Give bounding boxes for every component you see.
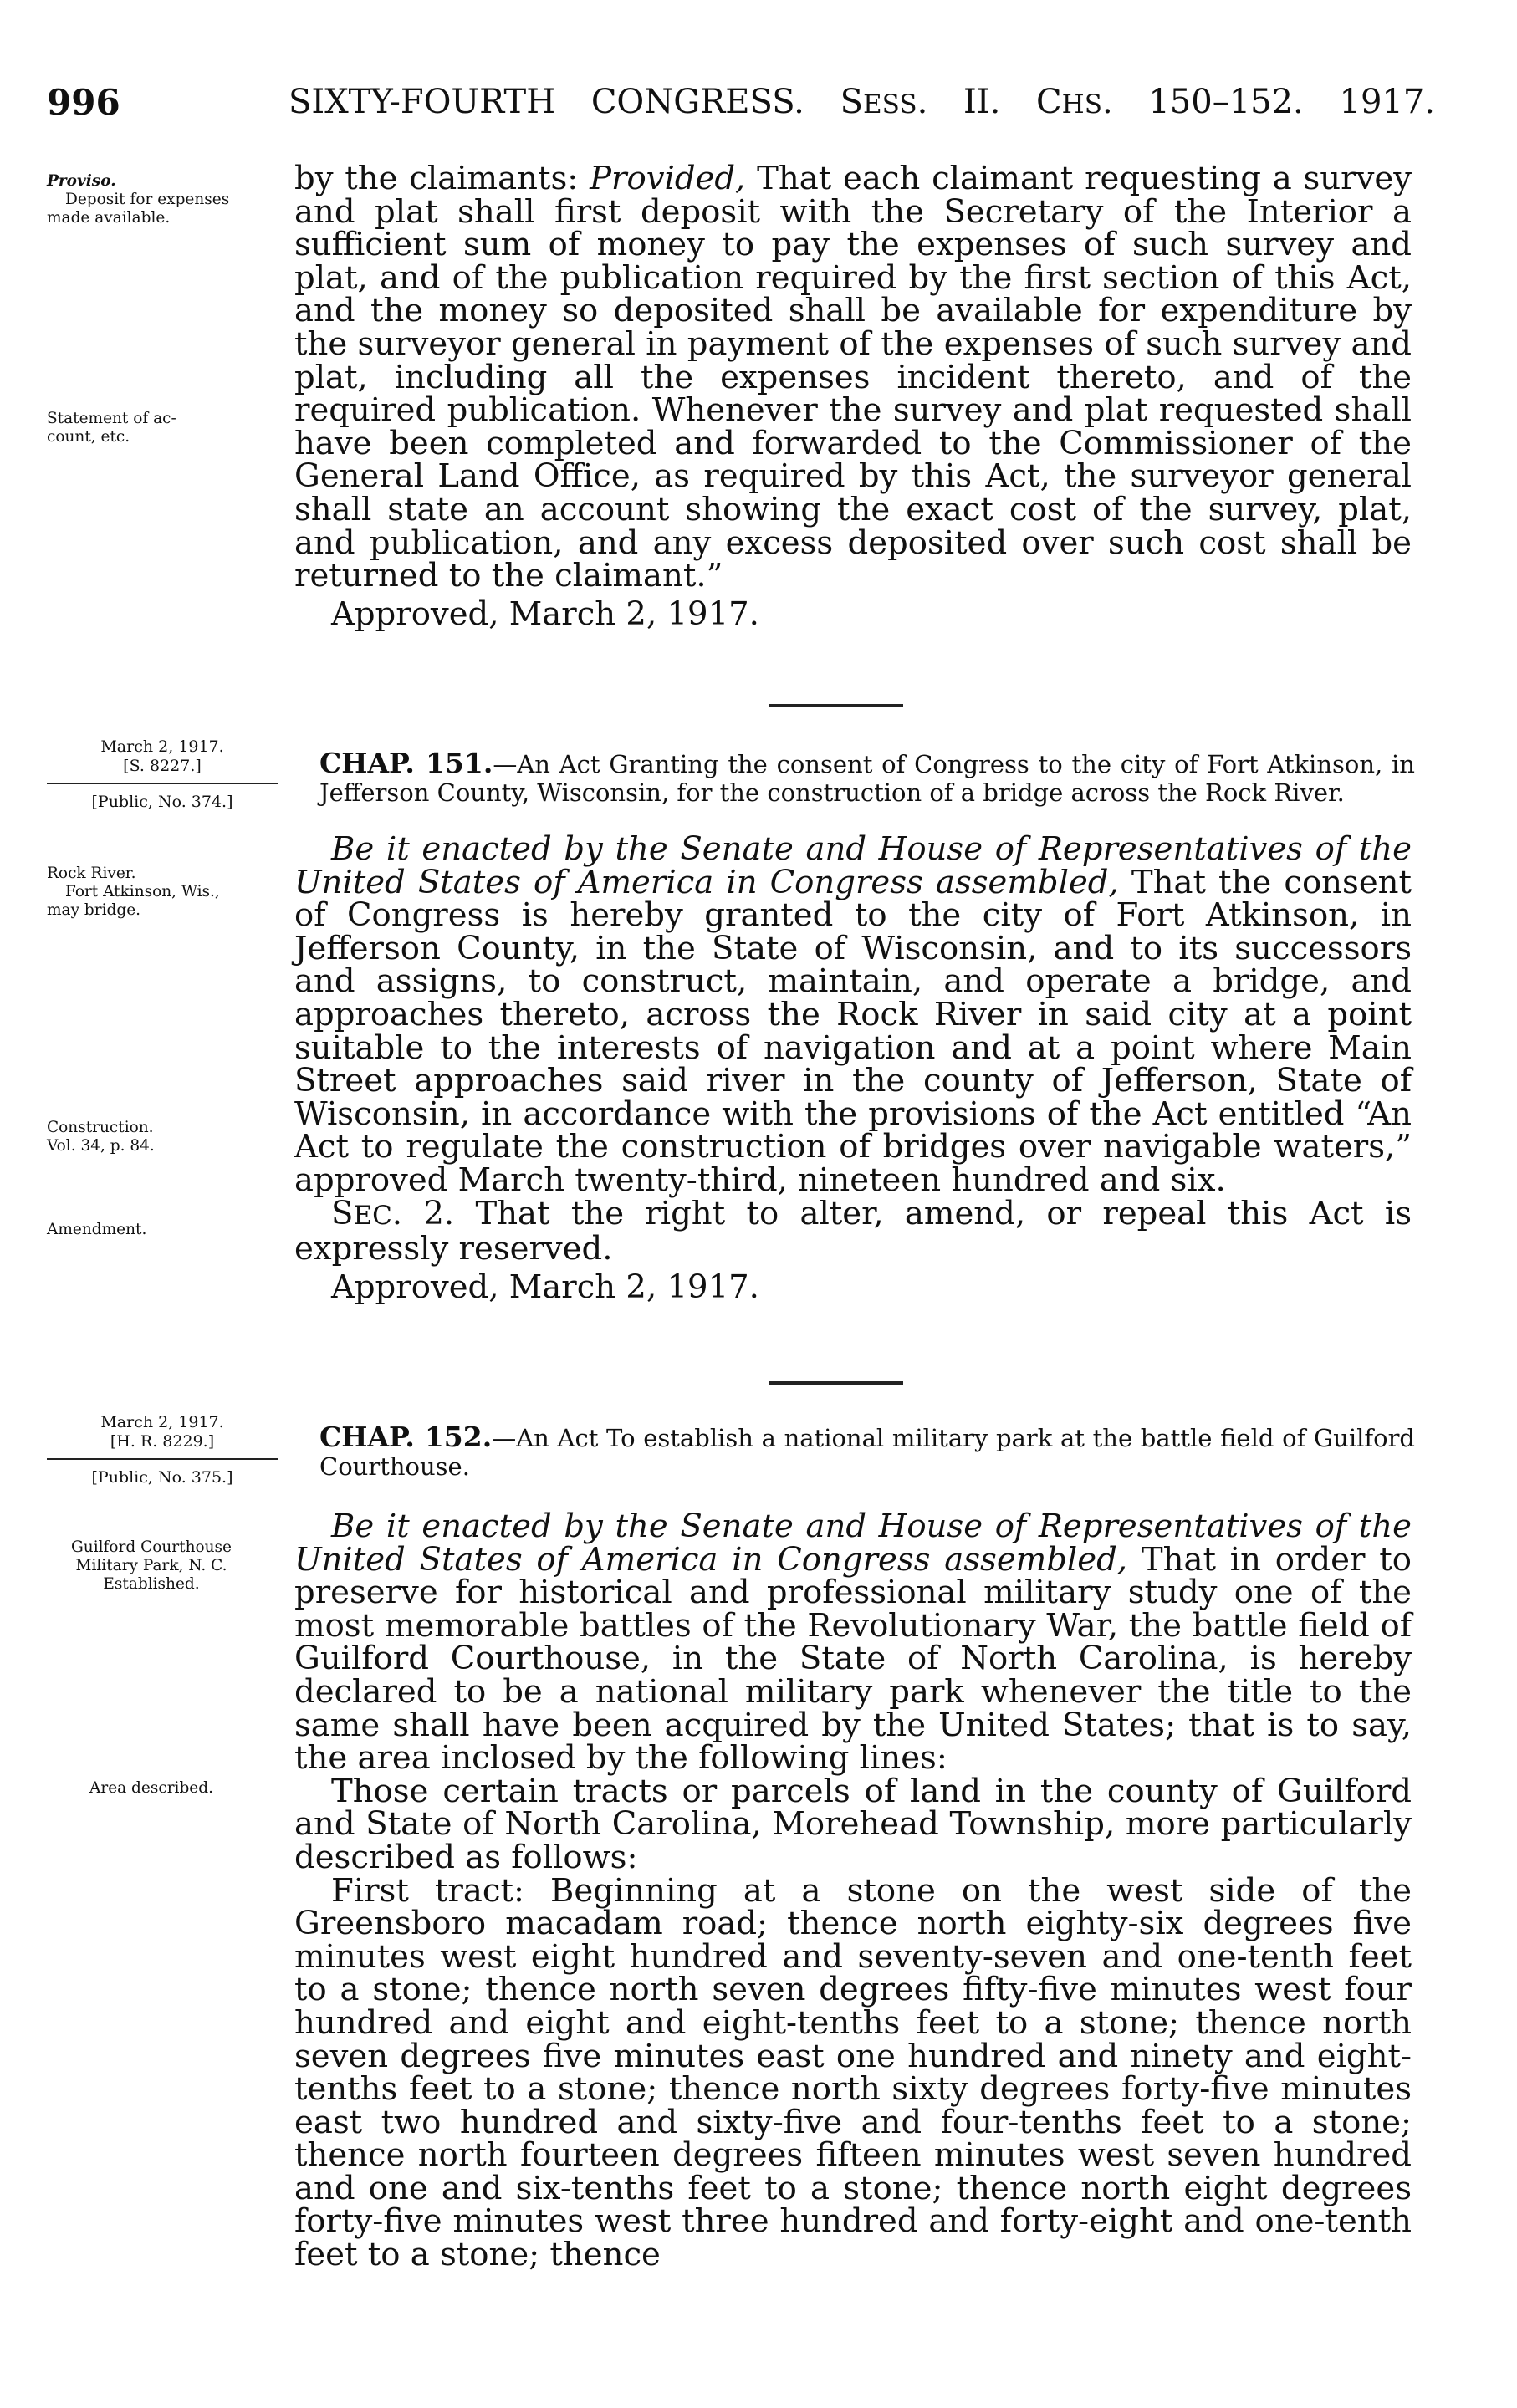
margin-note-statement: Statement of ac- count, etc. [47,410,176,446]
chap152-margin [47,1413,278,1487]
margin-note-amendment: Amendment. [47,1221,147,1238]
margin-note-construction: Construction. Vol. 34, p. 84. [47,1119,155,1155]
chap151-public-law: [Public, No. 374.] [91,793,233,811]
header-chapters: CHS. 150–152. [1036,83,1304,121]
chap152-heading: CHAP. 152.—An Act To establish a national military park at the battle field of Guilford Courthouse. [319,1421,1415,1481]
chap152-date: March 2, 1917. [100,1413,224,1431]
chap151-section-2: SEC. 2. That the right to alter, amend, or repeal this Act is expressly reserved. [294,1194,1412,1268]
chap152-first-tract: First tract: Beginning at a stone on the west side of the Greensboro macadam road; thence north eighty-six degrees five minutes west eight hundred and seventy-seven and one-tenth feet to a stone; thence north seven degrees fifty-five minutes west four hundred and eight and eight-tenths feet to a stone; thence north seven degrees five minutes east one hundred and ninety and eight-tenths feet to a stone; thence north sixty degrees forty-five minutes east two hundred and sixty-five and four-tenths feet to a stone; thence north fourteen degrees fifteen minutes west seven hundred and one and six-tenths feet to a stone; thence north eight degrees forty-five minutes west three hundred and forty-eight and one-tenth feet to a stone; thence [294,1871,1412,2274]
chap151-enacting-clause: Be it enacted by the Senate and House of Representatives of the United States of America in Congress assembled, That the consent of Congress is hereby granted to the city of Fort Atkinson, in Jefferson County, in the State of Wisconsin, and to its successors and assigns, to construct, maintain, and operate a bridge, and approaches thereto, across the Rock River in said city at a point suitable to the interests of navigation and at a point where Main Street approaches said river in the county of Jefferson, State of Wisconsin, in accordance with the provisions of the Act entitled “An Act to regulate the construction of bridges over navigable waters,” approved March twenty-third, nineteen hundred and six. [294,830,1412,1199]
chap151-margin [47,737,278,812]
section-separator [769,704,903,707]
approval-date: Approved, March 2, 1917. [331,594,759,633]
section-continuation-text: by the claimants: Provided, That each claimant requesting a survey and plat shall first deposit with the Secretary of the Interior a sufficient sum of money to pay the expenses of such survey and plat, and of the publication required by the first section of this Act, and the money so deposited shall be available for expenditure by the surveyor general in payment of the expenses of such survey and plat, including all the expenses incident thereto, and of the required publication. Whenever the survey and plat requested shall have been completed and forwarded to the Commissioner of the General Land Office, as required by this Act, the surveyor general shall state an account showing the exact cost of the survey, plat, and publication, and any excess deposited over such cost shall be returned to the claimant.” [294,160,1412,595]
header-year: 1917. [1339,83,1436,121]
page-number: 996 [47,82,120,123]
chap152-tracts-paragraph: Those certain tracts or parcels of land in the county of Guilford and State of North Carolina, Morehead Township, more particularly described as follows: [294,1772,1412,1876]
chap151-approval-date: Approved, March 2, 1917. [331,1268,759,1306]
chap152-body [294,1510,1412,2272]
header-session: SESS. II. [840,83,1001,121]
margin-note-proviso: Proviso. Deposit for expenses made available. [47,172,230,227]
section-separator [769,1381,903,1385]
margin-note-area: Area described. [89,1779,213,1797]
chap151-date: March 2, 1917. [100,737,224,756]
chap152-enacting-clause: Be it enacted by the Senate and House of Representatives of the United States of America in Congress assembled, That in order to preserve for historical and professional military study one of the most memorable battles of the Revolutionary War, the battle field of Guilford Courthouse, in the State of North Carolina, is hereby declared to be a national military park whenever the title to the same shall have been acquired by the United States; that is to say, the area inclosed by the following lines: [294,1508,1412,1778]
margin-rule [47,783,278,784]
margin-note-rock-river: Rock River. Fort Atkinson, Wis., may bridge. [47,865,220,919]
chap152-public-law: [Public, No. 375.] [91,1468,233,1487]
header-congress: SIXTY-FOURTH CONGRESS. [289,83,804,121]
chap151-body [294,830,1412,1306]
margin-note-guilford: Guilford Courthouse Military Park, N. C. Established. [71,1538,232,1593]
chap151-bill: [S. 8227.] [123,757,202,775]
chap151-heading: CHAP. 151.—An Act Granting the consent of Congress to the city of Fort Atkinson, in Jefferson County, Wisconsin, for the construction of a bridge across the Rock River. [319,747,1415,807]
chap152-bill: [H. R. 8229.] [110,1432,215,1451]
section-continuation [294,160,1412,633]
margin-rule [47,1458,278,1460]
running-header [289,85,1435,119]
